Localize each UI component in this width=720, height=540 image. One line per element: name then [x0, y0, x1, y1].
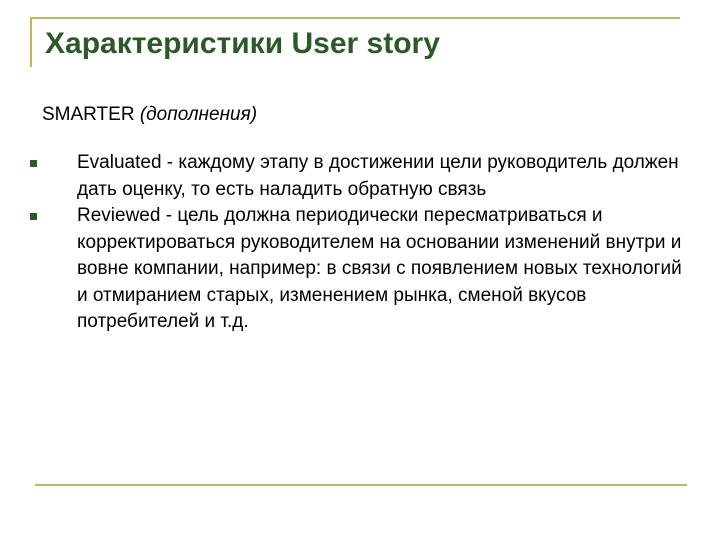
subtitle-main: SMARTER	[42, 104, 135, 125]
square-bullet-icon	[30, 160, 37, 167]
bullet-list	[28, 150, 698, 336]
bullet-text: Evaluated - каждому этапу в достижении цели руководитель должен дать оценку, то есть наладить обратную связь	[77, 152, 679, 200]
bullet-item-evaluated	[28, 150, 698, 203]
subtitle-note: (дополнения)	[139, 104, 258, 125]
slide-title: Характеристики User story	[45, 27, 440, 60]
subtitle	[42, 103, 257, 127]
bullet-text: Reviewed - цель должна периодически пересматриваться и корректироваться руководителем на основании изменений внутри и вовне компании, например: в связи с появлением новых технологий и отмиранием старых, изменением рынка, сменой вкусов потребителей и т.д.	[77, 205, 682, 332]
left-accent-line	[30, 17, 32, 67]
bullet-item-reviewed	[28, 203, 698, 336]
bottom-accent-line	[35, 484, 687, 486]
square-bullet-icon	[30, 213, 37, 220]
top-accent-line	[30, 17, 680, 19]
